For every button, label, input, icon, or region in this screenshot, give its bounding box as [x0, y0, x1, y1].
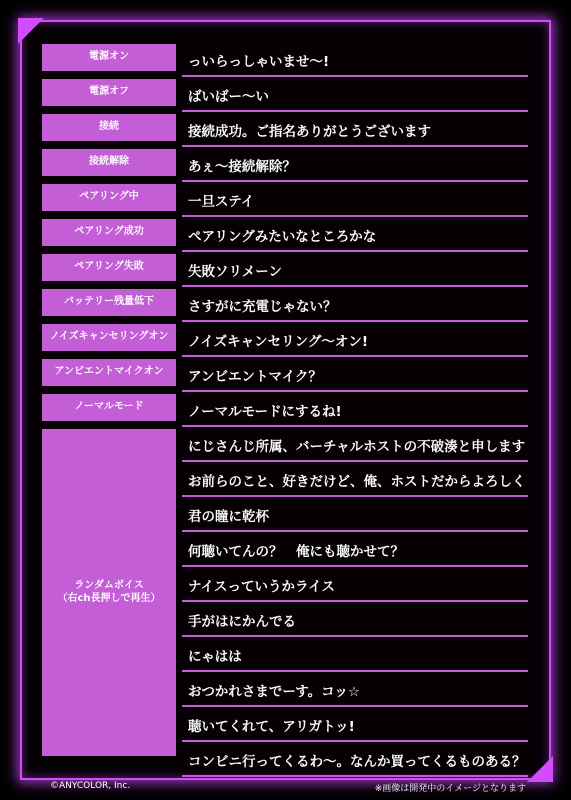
row-value: ノイズキャンセリング〜オン!: [182, 322, 528, 357]
table-row: [42, 42, 528, 77]
row-value: っいらっしゃいませ〜!: [182, 42, 528, 77]
row-value: さすがに充電じゃない？: [182, 287, 528, 322]
development-note: ※画像は開発中のイメージとなります: [374, 784, 526, 794]
row-value: あぇ〜接続解除？: [182, 147, 528, 182]
voice-table: [42, 42, 528, 777]
row-label: ノーマルモード: [42, 394, 176, 421]
row-label: ペアリング中: [42, 184, 176, 211]
random-voice-label: ランダムボイス （右ch長押しで再生）: [42, 429, 176, 756]
row-label: 電源オフ: [42, 79, 176, 106]
list-item: おつかれさまでーす。コッ☆: [182, 672, 528, 707]
row-label: アンビエントマイクオン: [42, 359, 176, 386]
list-item: にゃはは: [182, 637, 528, 672]
row-label: 接続: [42, 114, 176, 141]
row-label: 電源オン: [42, 44, 176, 71]
list-item: コンビニ行ってくるわ〜。なんか買ってくるものある？: [182, 742, 528, 777]
row-label: ペアリング成功: [42, 219, 176, 246]
table-row: [42, 217, 528, 252]
row-value: アンビエントマイク？: [182, 357, 528, 392]
list-item: 君の瞳に乾杯: [182, 497, 528, 532]
list-item: ナイスっていうかライス: [182, 567, 528, 602]
row-label: 接続解除: [42, 149, 176, 176]
corner-accent-top-left: [18, 18, 44, 44]
row-label: ペアリング失敗: [42, 254, 176, 281]
copyright-text: ©ANYCOLOR, Inc.: [50, 781, 131, 791]
table-row: [42, 252, 528, 287]
row-value: ノーマルモードにするね!: [182, 392, 528, 427]
table-row: [42, 392, 528, 427]
row-value: ペアリングみたいなところかな: [182, 217, 528, 252]
table-row: [42, 322, 528, 357]
row-label: バッテリー残量低下: [42, 289, 176, 316]
row-value: 失敗ソリメーン: [182, 252, 528, 287]
list-item: 聴いてくれて、アリガトッ!: [182, 707, 528, 742]
row-value: 一旦ステイ: [182, 182, 528, 217]
list-item: にじさんじ所属、バーチャルホストの不破湊と申します: [182, 427, 528, 462]
table-row: [42, 287, 528, 322]
row-label: ノイズキャンセリングオン: [42, 324, 176, 351]
table-row: [42, 357, 528, 392]
random-voice-list: [182, 427, 528, 777]
table-row: [42, 112, 528, 147]
corner-accent-bottom-right: [527, 756, 553, 782]
table-row: [42, 147, 528, 182]
list-item: 手がはにかんでる: [182, 602, 528, 637]
row-value: ばいばー〜い: [182, 77, 528, 112]
table-row: [42, 77, 528, 112]
random-voice-row: [42, 427, 528, 777]
row-value: 接続成功。ご指名ありがとうございます: [182, 112, 528, 147]
list-item: 何聴いてんの？ 俺にも聴かせて？: [182, 532, 528, 567]
table-row: [42, 182, 528, 217]
list-item: お前らのこと、好きだけど、俺、ホストだからよろしく: [182, 462, 528, 497]
